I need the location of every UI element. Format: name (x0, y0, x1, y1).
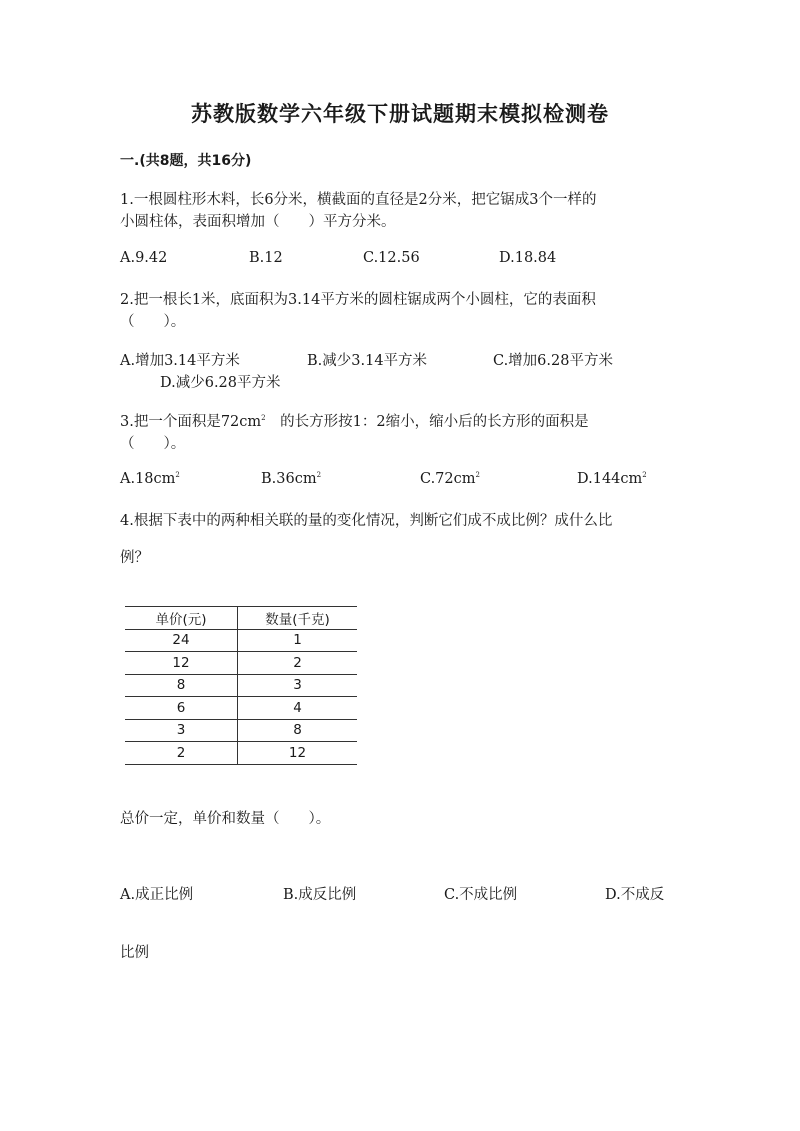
q4-option-a[interactable]: A.成正比例 (120, 887, 194, 903)
table-cell-price: 2 (125, 742, 238, 765)
q1-option-a[interactable]: A.9.42 (120, 250, 168, 266)
q3-option-d-superscript: 2 (642, 471, 647, 480)
price-quantity-table (125, 606, 357, 765)
q4-option-d-wrap[interactable]: 比例 (120, 945, 149, 961)
table-row (125, 742, 357, 765)
table-cell-quantity: 8 (238, 719, 358, 742)
table-cell-price: 24 (125, 629, 238, 652)
q1-text-line1: 1.一根圆柱形木料，长6分米，横截面的直径是2分米，把它锯成3个一样的 (120, 192, 597, 208)
q2-option-b[interactable]: B.减少3.14平方米 (307, 353, 428, 369)
section-heading: 一.(共8题，共16分) (120, 153, 252, 169)
q2-option-d[interactable]: D.减少6.28平方米 (160, 375, 281, 391)
q1-option-b[interactable]: B.12 (249, 250, 283, 266)
q1-text-line2: 小圆柱体，表面积增加（ ）平方分米。 (120, 214, 396, 230)
q3-option-a-superscript: 2 (175, 471, 180, 480)
q3-text-part1: 3.把一个面积是72cm (120, 414, 262, 430)
q4-option-c[interactable]: C.不成比例 (444, 887, 518, 903)
table-header-quantity: 数量(千克) (238, 607, 358, 630)
table-cell-price: 8 (125, 674, 238, 697)
q1-option-c[interactable]: C.12.56 (363, 250, 420, 266)
q3-text-superscript: 2 (261, 414, 266, 423)
table-cell-quantity: 12 (238, 742, 358, 765)
table-row (125, 652, 357, 675)
q3-option-d-text: D.144cm (577, 471, 643, 487)
q4-text-line1: 4.根据下表中的两种相关联的量的变化情况，判断它们成不成比例？成什么比 (120, 513, 613, 529)
q4-option-d[interactable]: D.不成反 (605, 887, 665, 903)
q2-option-c[interactable]: C.增加6.28平方米 (493, 353, 613, 369)
q2-text-line1: 2.把一根长1米，底面积为3.14平方米的圆柱锯成两个小圆柱，它的表面积 (120, 292, 596, 308)
table-row (125, 697, 357, 720)
q3-option-a-text: A.18cm (120, 471, 176, 487)
table-cell-quantity: 3 (238, 674, 358, 697)
q3-text-line2: （ ）。 (120, 436, 186, 452)
table-header-unit-price: 单价(元) (125, 607, 238, 630)
q1-option-d[interactable]: D.18.84 (499, 250, 557, 266)
q3-text-part2: 的长方形按1：2缩小，缩小后的长方形的面积是 (280, 414, 589, 430)
q3-option-b[interactable] (261, 471, 321, 487)
q2-option-a[interactable]: A.增加3.14平方米 (120, 353, 240, 369)
q3-text-line1 (120, 410, 589, 431)
q3-option-c-superscript: 2 (475, 471, 480, 480)
table-cell-price: 3 (125, 719, 238, 742)
table-header-row (125, 607, 357, 630)
table-row (125, 719, 357, 742)
q2-text-line2: （ ）。 (120, 314, 186, 330)
q4-option-b[interactable]: B.成反比例 (283, 887, 357, 903)
q3-option-c-text: C.72cm (420, 471, 476, 487)
q4-stem: 总价一定，单价和数量（ ）。 (120, 811, 331, 827)
q3-option-c[interactable] (420, 471, 480, 487)
table-row (125, 674, 357, 697)
page-title: 苏教版数学六年级下册试题期末模拟检测卷 (191, 101, 609, 126)
table-row (125, 629, 357, 652)
q4-text-line2: 例？ (120, 550, 149, 566)
table-cell-price: 12 (125, 652, 238, 675)
q3-option-b-superscript: 2 (316, 471, 322, 480)
table-cell-quantity: 2 (238, 652, 358, 675)
table-cell-quantity: 1 (238, 629, 358, 652)
q3-option-a[interactable] (120, 471, 180, 487)
q3-option-b-text: B.36cm (261, 471, 317, 487)
table-cell-price: 6 (125, 697, 238, 720)
table-cell-quantity: 4 (238, 697, 358, 720)
q3-option-d[interactable] (577, 471, 647, 487)
